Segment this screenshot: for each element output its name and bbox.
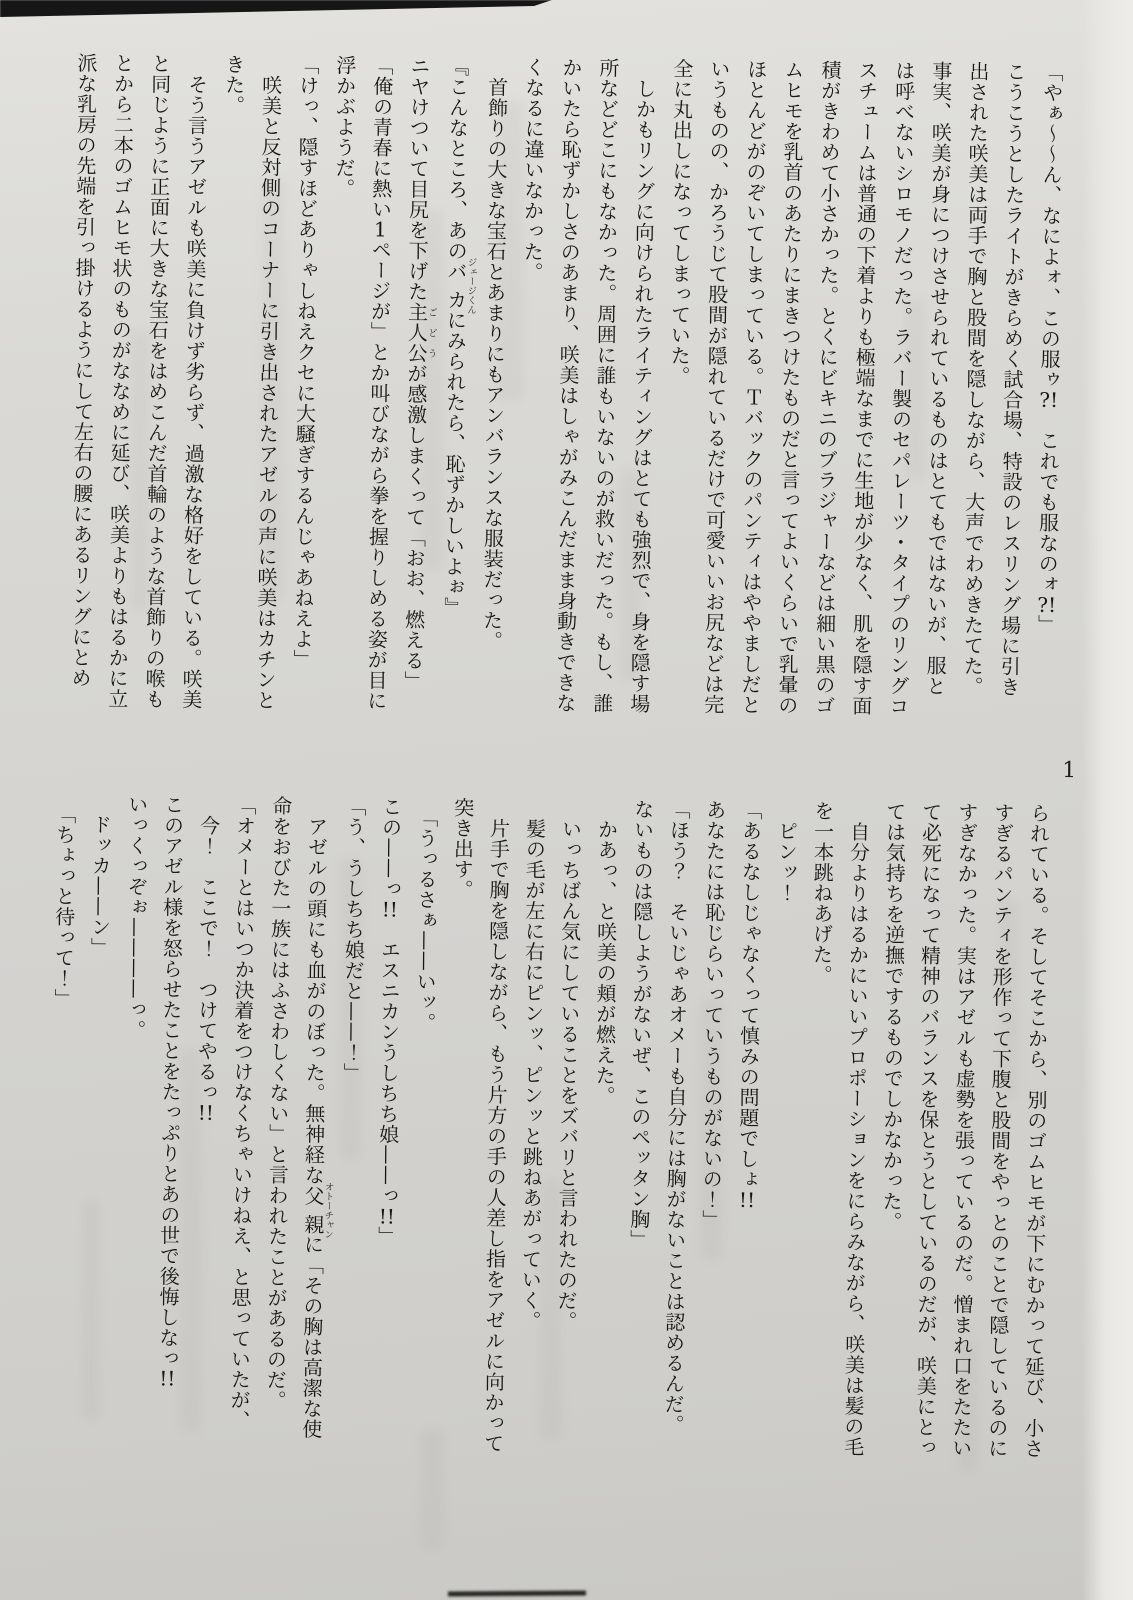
text-column: 出された咲美は両手で胸と股間を隠しながら、大声でわめきたてた。 [959,61,990,697]
text-column: 積がきわめて小さかった。とくにビキニのブラジャーなどは細い黒のゴ [811,59,842,716]
text-column: を一本跳ねあげた。 [809,800,835,986]
tatechuyoko: !! [197,1102,214,1123]
tatechuyoko: !! [159,1368,176,1389]
text-column: かあっ、と咲美の頬が燃えた。 [591,798,619,1107]
text-column: きた。 [221,53,247,116]
tatechuyoko: !! [381,898,398,920]
text-column: 全に丸出しになってしまっていた。 [666,58,694,387]
text-column: 浮かぶようだ。 [331,54,358,199]
text-column: て必死になって精神のバランスを保とうとしているのだが、咲美にとっ [912,801,943,1458]
text-column: ドッカ——ン」 [87,793,113,958]
text-column: そう言うアゼルも咲美に負けず劣らず、過激な格好をしている。咲美 [178,53,210,710]
text-column: ニヤけついて目尻を下げた主人公ごどうが感激しまくって「おお、燃える」 [400,55,438,692]
text-column: 咲美と反対側のコーナーに引き出されたアゼルの声に咲美はカチンと [252,54,284,711]
text-column: いっくっぞぉ————っ。 [122,793,149,1041]
text-column: 命をおびた一族にはふさわしくない」と言われたことがあるのだ。 [263,795,293,1411]
tatechuyoko: ?! [1037,594,1057,615]
text-column: 事実、咲美が身につけさせられているものはとてもではないが、服と [922,60,953,697]
text-column: ほとんどがのぞいてしまっている。Ｔバックのパンティはややましだと [737,58,768,716]
tatechuyoko: ?! [1039,389,1059,410]
ruby-annotation: 主人公ごどう [404,301,438,364]
text-column: 今！ ここで！ つけてやるっ!! [193,794,221,1123]
text-column: 「ちょっと待って！」 [50,793,77,1009]
text-column: 片手で胸を隠しながら、もう片方の手の人差し指をアゼルに向かって [480,797,511,1454]
text-column: は呼べないシロモノだった。ラバー製のセパレーツ・タイプのリングコ [885,60,916,717]
text-column: 自分よりはるかにいいプロポーションをにらみながら、咲美は髪の毛 [840,800,871,1458]
text-column: この——っ!! エスニカンうしちち娘——っ!!」 [374,796,403,1247]
text-column: アゼルの頭にも血がのぼった。無神経な父親オトーチャンに「その胸は高潔な使 [298,795,334,1440]
text-column: と同じように正面に大きな宝石をはめこんだ首輪のような首飾りの喉も [141,53,173,710]
text-column: 『こんなところ、あのバカジェージくんにみられたら、恥ずかしいよぉ』 [440,56,477,618]
text-column: かいたら恥ずかしさのあまり、咲美はしゃがみこんだまま身動きできな [552,57,584,714]
page-number: 1 [1062,757,1077,784]
text-column: 髪の毛が左に右にピンッ、ピンッと跳ねあがっていく。 [517,797,547,1331]
text-column: しかもリングに向けられたライティングはとても強烈で、身を隠す場 [626,57,657,715]
text-column: 「けっ、隠すほどありゃしねえクセに大騒ぎするんじゃあねえよ」 [290,54,321,670]
text-column: あなたには恥じらいっていうものがないの！」 [698,799,727,1231]
text-column: スチュームは普通の下着よりも極端なまでに生地が少なく、肌を隠す面 [848,59,879,717]
text-column: られている。そしてそこから、別のゴムヒモが下にむかって延び、小さ [1020,802,1051,1459]
text-column: 「ほう？ そいじゃあオメーも自分には胸がないことは認めるんだ。 [660,799,691,1435]
text-column: 派な乳房の先端を引っ掛けるようにして左右の腰にあるリングにとめ [67,52,99,689]
text-column: 突き出す。 [449,797,475,900]
text-column: ないものは隠しようがないぜ、このペッタン胸」 [626,798,655,1251]
upper-text-block [65,52,1070,728]
text-column: 「う、うしちち娘だと——！」 [340,796,367,1084]
text-column: 「オメーとはいつか決着をつけなくちゃいけねえ、と思っていたが、 [226,794,257,1431]
text-column: 「うっるさぁ——いッ。 [412,796,439,1033]
ruby-annotation: バカジェージくん [443,257,477,315]
tatechuyoko: !! [738,1189,756,1210]
text-column: ムヒモを乳首のあたりにまきつけたものだと言ってよいくらいで乳暈の [774,59,805,716]
text-column: 「俺の青春に熱い1ページが」とか叫びながら拳を握りしめる姿が目に [363,55,395,711]
tatechuyoko: 1 [373,219,387,240]
tatechuyoko: !! [378,1205,395,1227]
text-column: このアゼル様を怒らせたことをたっぷりとあの世で後悔しなっ!! [155,794,185,1389]
text-column: いうものの、かろうじて股間が隠れているだけで可愛いいお尻などは完 [700,58,731,715]
text-column: 首飾りの大きな宝石とあまりにもアンバランスな服装だった。 [479,56,510,652]
text-column: すぎなかった。実はアゼルも虚勢を張っているのだ。憎まれ口をたたい [948,801,979,1459]
text-column: いっちばん気にしていることをズバリと言われたのだ。 [553,798,583,1332]
ruby-annotation: 父親オトーチャン [300,1181,334,1239]
text-column: くなるに違いなかった。 [519,56,547,283]
text-column: こうこうとしたライトがきらめく試合場、特設のレスリング場に引き [996,61,1027,698]
text-column: ピンッ！ [773,800,799,903]
text-column: 所などどこにもなかった。周囲に誰もいないのが救いだった。もし、誰 [589,57,621,714]
scan-artifact-bottom-mark [448,1591,586,1597]
text-column: すぎるパンティを形作って下腹と股間をやっとのことで隠しているのに [984,802,1015,1459]
text-column: 「やぁ～～ん、なによォ、この服ゥ?! これでも服なのォ?!」 [1034,61,1064,635]
lower-text-block [42,793,1056,1473]
text-column: ては気持ちを逆撫でするものでしかなかった。 [878,801,907,1232]
text-column: とから二本のゴムヒモ状のものがななめに延び、咲美よりもはるかに立 [104,52,136,709]
text-column: 「あるなしじゃなくって慎みの問題でしょ!! [735,799,763,1210]
